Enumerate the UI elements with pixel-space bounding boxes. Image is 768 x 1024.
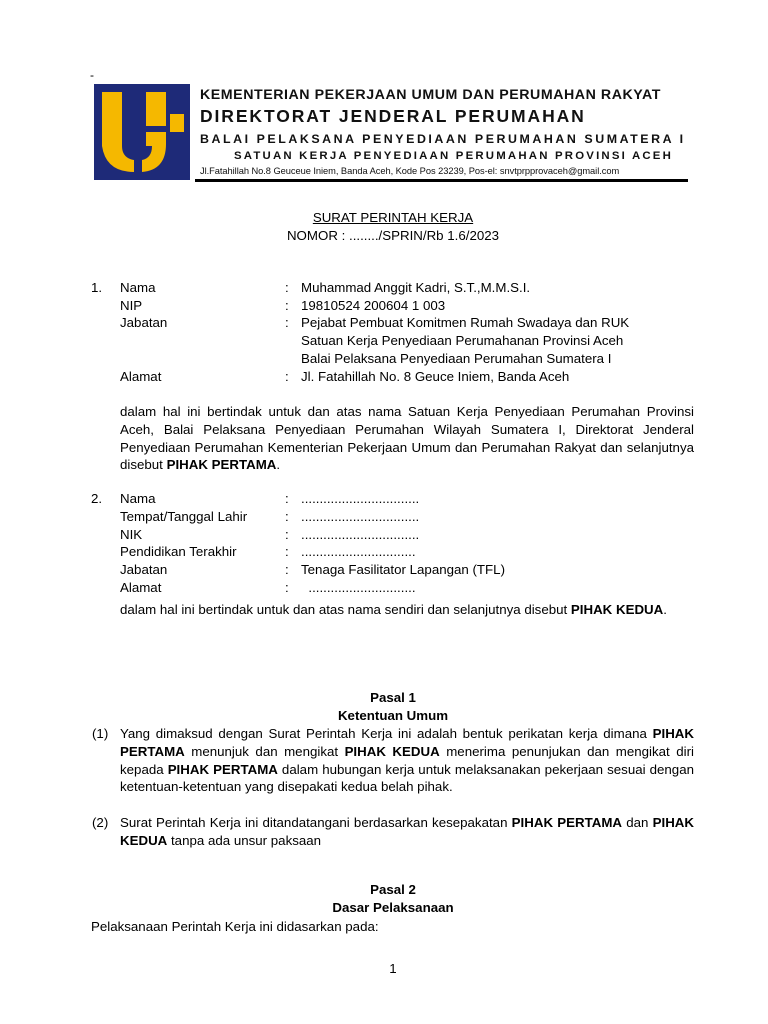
party2-name-label: Nama — [120, 491, 156, 506]
kementerian-pupr-logo — [94, 84, 190, 180]
party1-name-label: Nama — [120, 280, 156, 295]
letterhead-satker: SATUAN KERJA PENYEDIAAN PERUMAHAN PROVINSI ACEH — [234, 150, 674, 162]
party2-ttl-value: ................................ — [301, 509, 420, 524]
pasal2-subheading: Dasar Pelaksanaan — [332, 900, 454, 915]
party2-name-value: ................................ — [301, 491, 420, 506]
party2-jabatan-value: Tenaga Fasilitator Lapangan (TFL) — [301, 562, 505, 577]
pasal1-item2-number: (2) — [92, 815, 109, 830]
letterhead-ministry: KEMENTERIAN PEKERJAAN UMUM DAN PERUMAHAN RAKYAT — [200, 87, 661, 103]
party2-jabatan-colon: : — [285, 562, 289, 577]
party2-pendidikan-label: Pendidikan Terakhir — [120, 544, 237, 559]
party2-jabatan-label: Jabatan — [120, 562, 168, 577]
page-number: 1 — [389, 961, 397, 976]
party2-statement: dalam hal ini bertindak untuk dan atas nama sendiri dan selanjutnya disebut PIHAK KEDUA. — [120, 602, 667, 617]
party1-alamat-label: Alamat — [120, 369, 162, 384]
party1-name-value: Muhammad Anggit Kadri, S.T.,M.M.S.I. — [301, 280, 531, 295]
party1-name-colon: : — [285, 280, 289, 295]
pasal1-heading: Pasal 1 — [370, 690, 416, 705]
party1-number: 1. — [91, 280, 103, 295]
party2-nik-colon: : — [285, 527, 289, 542]
party2-ttl-colon: : — [285, 509, 289, 524]
party1-jabatan-value: Pejabat Pembuat Komitmen Rumah Swadaya dan RUK — [301, 315, 630, 330]
page-mark: - — [90, 68, 94, 82]
party1-alamat-value: Jl. Fatahillah No. 8 Geuce Iniem, Banda Aceh — [301, 369, 570, 384]
party1-nip-label: NIP — [120, 298, 143, 313]
party2-alamat-value: ............................. — [301, 580, 416, 595]
party2-ttl-label: Tempat/Tanggal Lahir — [120, 509, 248, 524]
party1-jabatan-cont2: Balai Pelaksana Penyediaan Perumahan Sumatera I — [301, 351, 612, 366]
party1-nip-value: 19810524 200604 1 003 — [301, 298, 446, 313]
document-title: SURAT PERINTAH KERJA — [312, 210, 474, 225]
pasal2-heading: Pasal 2 — [370, 882, 416, 897]
party2-pendidikan-value: ............................... — [301, 544, 416, 559]
party2-number: 2. — [91, 491, 103, 506]
party1-nip-colon: : — [285, 298, 289, 313]
party2-alamat-colon: : — [285, 580, 289, 595]
pasal2-intro: Pelaksanaan Perintah Kerja ini didasarkan pada: — [91, 919, 379, 934]
party1-alamat-colon: : — [285, 369, 289, 384]
party1-jabatan-colon: : — [285, 315, 289, 330]
pasal1-item1-number: (1) — [92, 726, 109, 741]
pasal1-subheading: Ketentuan Umum — [337, 708, 449, 723]
party2-nik-value: ................................ — [301, 527, 420, 542]
letterhead-address: Jl.Fatahillah No.8 Geuceue Iniem, Banda Aceh, Kode Pos 23239, Pos-el: snvtprpprovaceh@gmail.com — [200, 166, 620, 176]
party2-alamat-label: Alamat — [120, 580, 162, 595]
letterhead-rule — [195, 179, 688, 182]
party1-jabatan-label: Jabatan — [120, 315, 168, 330]
party1-jabatan-cont1: Satuan Kerja Penyediaan Perumahanan Provinsi Aceh — [301, 333, 624, 348]
pasal1-item2-text: Surat Perintah Kerja ini ditandatangani berdasarkan kesepakatan PIHAK PERTAMA dan PIHAK KEDUA tanpa ada unsur paksaan — [120, 815, 694, 848]
party1-statement: dalam hal ini bertindak untuk dan atas nama Satuan Kerja Penyediaan Perumahan Provinsi Aceh, Balai Pelaksana Penyediaan Perumahan Wilayah Sumatera I, Direktorat Jenderal Penyediaan Perumahan Kementerian Pekerjaan Umum dan Perumahan Rakyat dan selanjutnya disebut PIHAK PERTAMA. — [120, 404, 694, 473]
party2-name-colon: : — [285, 491, 289, 506]
party2-pendidikan-colon: : — [285, 544, 289, 559]
document-number: NOMOR : ......../SPRIN/Rb 1.6/2023 — [286, 228, 500, 243]
letterhead-directorate: DIREKTORAT JENDERAL PERUMAHAN — [200, 106, 586, 126]
pasal1-item1-text: Yang dimaksud dengan Surat Perintah Kerja ini adalah bentuk perikatan kerja dimana PIHAK PERTAMA menunjuk dan mengikat PIHAK KEDUA menerima penunjukan dan mengikat diri kepada PIHAK PERTAMA dalam hubungan kerja untuk melaksanakan pekerjaan sesuai dengan ketentuan-ketentuan yang disepakati kedua belah pihak. — [120, 726, 694, 795]
letterhead-balai: BALAI PELAKSANA PENYEDIAAN PERUMAHAN SUMATERA I — [200, 132, 686, 146]
party2-nik-label: NIK — [120, 527, 143, 542]
